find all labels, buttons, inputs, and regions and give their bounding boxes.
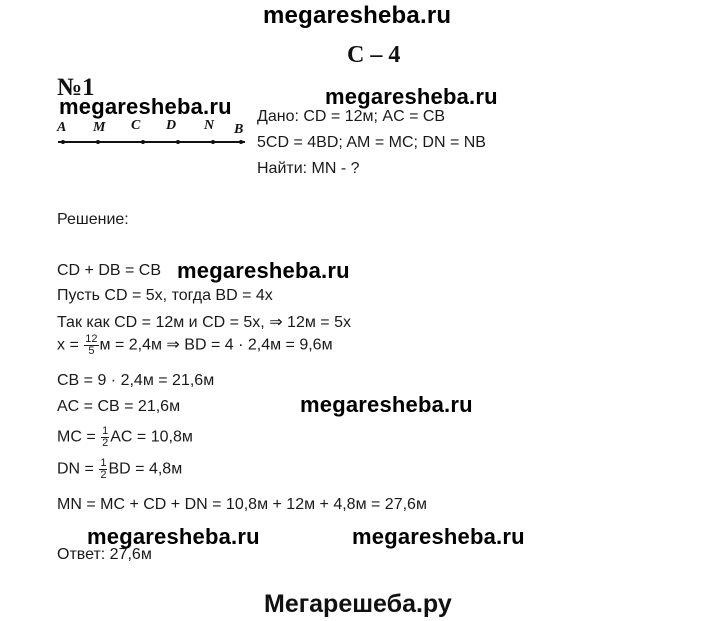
expr-suffix: AC = 10,8м — [110, 428, 193, 446]
expr-suffix: BD = 4,8м — [108, 460, 183, 478]
solution-line: MN = MC + CD + DN = 10,8м + 12м + 4,8м = 27,6м — [57, 496, 427, 513]
solution-line-fraction — [57, 458, 182, 481]
watermark: megaresheba.ru — [300, 392, 473, 417]
solution-heading: Решение: — [57, 211, 129, 228]
fraction — [99, 458, 107, 481]
fraction — [84, 334, 98, 357]
point-n — [211, 140, 215, 144]
solution-line: Пусть CD = 5x, тогда BD = 4x — [57, 287, 273, 304]
section-title: С – 4 — [347, 42, 401, 68]
problem-number: №1 — [57, 74, 95, 101]
expr-suffix: м = 2,4м ⇒ BD = 4 · 2,4м = 9,6м — [99, 336, 333, 354]
expr-prefix: DN = — [57, 460, 94, 478]
solution-line-fraction — [57, 426, 193, 449]
given-line-1: Дано: CD = 12м; AC = CB — [257, 108, 446, 125]
watermark: megaresheba.ru — [59, 94, 232, 119]
point-label-c: C — [131, 118, 141, 133]
watermark: megaresheba.ru — [325, 84, 498, 109]
watermark: megaresheba.ru — [352, 524, 525, 549]
solution-line-fraction — [57, 334, 333, 357]
point-label-n: N — [204, 118, 215, 133]
segment-figure — [55, 118, 250, 150]
point-c — [141, 140, 145, 144]
point-b — [239, 140, 243, 144]
expr-prefix: MC = — [57, 428, 96, 446]
solution-line: AC = CB = 21,6м — [57, 398, 181, 415]
solution-line: CD + DB = CB — [57, 262, 162, 279]
find-line: Найти: MN - ? — [257, 160, 360, 177]
point-m — [96, 140, 100, 144]
watermark: megaresheba.ru — [177, 258, 350, 283]
expr-prefix: x = — [57, 336, 79, 354]
solution-line: CB = 9 · 2,4м = 21,6м — [57, 372, 215, 389]
point-label-b: B — [234, 122, 244, 137]
point-label-d: D — [166, 118, 177, 133]
point-d — [176, 140, 180, 144]
numerator: 1 — [102, 425, 109, 437]
numerator: 1 — [100, 457, 107, 469]
denominator: 5 — [88, 345, 95, 357]
segment-diagram — [55, 118, 250, 150]
answer-line: Ответ: 27,6м — [57, 546, 152, 563]
denominator: 2 — [102, 437, 109, 449]
point-label-m: M — [93, 120, 106, 135]
watermark: megaresheba.ru — [87, 524, 260, 549]
footer-brand: Мегарешеба.ру — [264, 590, 452, 618]
denominator: 2 — [100, 469, 107, 481]
given-line-2: 5CD = 4BD; AM = MC; DN = NB — [257, 134, 486, 151]
fraction — [101, 426, 109, 449]
point-label-a: A — [57, 120, 67, 135]
solution-line: Так как CD = 12м и CD = 5x, ⇒ 12м = 5x — [57, 314, 351, 331]
point-a — [61, 140, 65, 144]
watermark-top: megaresheba.ru — [263, 2, 452, 29]
numerator: 12 — [85, 333, 98, 345]
